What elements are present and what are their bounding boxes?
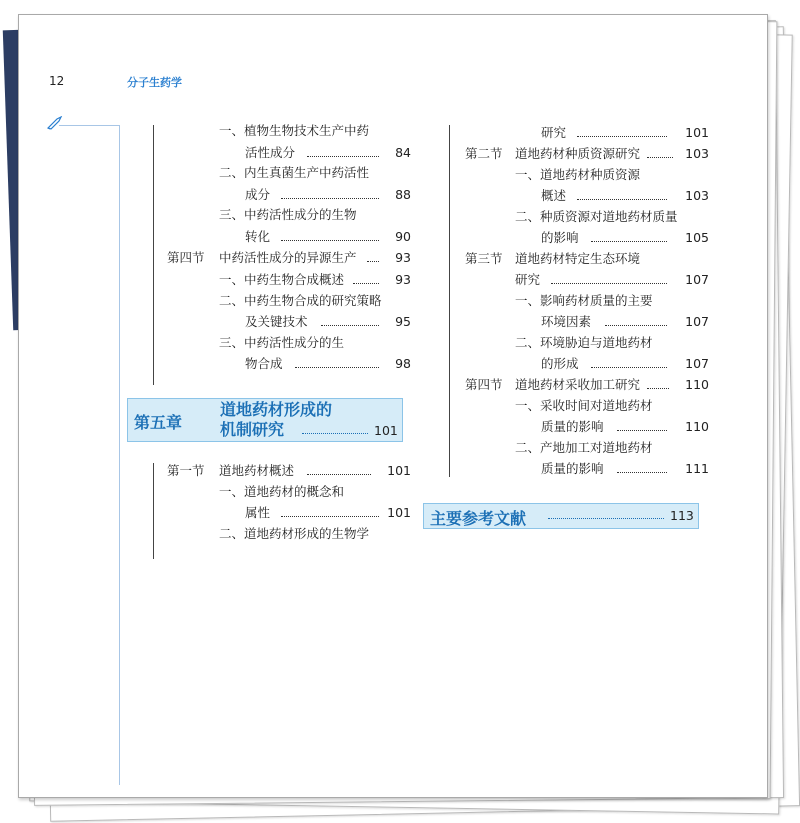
toc-entry-title: 研究 [541, 125, 567, 140]
dot-leader [295, 367, 379, 368]
dot-leader [281, 516, 379, 517]
section-title: 中药活性成分的异源生产 [219, 250, 357, 265]
section-label: 第四节 [465, 377, 503, 392]
toc-page-number: 88 [395, 187, 411, 202]
toc-entry-title: 及关键技术 [245, 314, 308, 329]
toc-page-number: 84 [395, 145, 411, 160]
toc-entry[interactable] [541, 459, 711, 479]
toc-entry-title: 二、产地加工对道地药材 [515, 440, 653, 455]
toc-entry[interactable] [541, 354, 711, 374]
toc-entry[interactable] [245, 503, 413, 523]
dot-leader [367, 261, 379, 262]
toc-section-4-right[interactable] [465, 375, 711, 395]
toc-entry-title: 概述 [541, 188, 567, 203]
section-label: 第四节 [167, 250, 205, 265]
toc-page-number: 101 [374, 423, 398, 438]
toc-page-number: 90 [395, 229, 411, 244]
toc-page-number: 103 [685, 188, 709, 203]
dot-leader [647, 157, 673, 158]
dot-leader [551, 283, 667, 284]
toc-entry[interactable] [245, 227, 413, 247]
dot-leader [647, 388, 669, 389]
toc-page-number: 101 [387, 463, 411, 478]
chapter-label: 第五章 [134, 413, 183, 432]
margin-rule [119, 125, 120, 785]
toc-entry[interactable] [541, 417, 711, 437]
quill-icon [47, 116, 63, 130]
toc-entry-title: 三、中药活性成分的生物 [219, 207, 357, 222]
toc-entry-title: 成分 [245, 187, 271, 202]
toc-entry-title: 一、道地药材种质资源 [515, 167, 641, 182]
toc-entry-title: 一、道地药材的概念和 [219, 484, 345, 499]
toc-section-2[interactable] [465, 144, 711, 164]
column-rule [449, 125, 450, 477]
toc-entry-title: 三、中药活性成分的生 [219, 335, 345, 350]
dot-leader [307, 474, 371, 475]
references-heading[interactable] [423, 503, 699, 529]
toc-page-number: 105 [685, 230, 709, 245]
column-rule [153, 125, 154, 385]
toc-page-number: 103 [685, 146, 709, 161]
toc-entry-title: 一、采收时间对道地药材 [515, 398, 653, 413]
toc-entry-title: 转化 [245, 229, 271, 244]
dot-leader [591, 241, 667, 242]
dot-leader [577, 136, 667, 137]
toc-page [18, 14, 768, 798]
toc-entry[interactable] [245, 312, 413, 332]
toc-section-3-cont[interactable] [515, 270, 711, 290]
toc-page-number: 113 [670, 508, 694, 523]
toc-entry-title: 一、影响药材质量的主要 [515, 293, 653, 308]
toc-page-number: 107 [685, 314, 709, 329]
toc-page-number: 107 [685, 272, 709, 287]
dot-leader [577, 199, 667, 200]
running-title: 分子生药学 [127, 76, 182, 89]
section-title: 道地药材概述 [219, 463, 295, 478]
toc-page-number: 95 [395, 314, 411, 329]
toc-entry[interactable] [219, 270, 413, 290]
column-rule [153, 463, 154, 559]
section-label: 第二节 [465, 146, 503, 161]
toc-entry-title: 二、种质资源对道地药材质量 [515, 209, 678, 224]
section-title: 道地药材特定生态环境 [515, 251, 641, 266]
toc-entry[interactable] [541, 186, 711, 206]
toc-page-number: 107 [685, 356, 709, 371]
chapter-title: 道地药材形成的 [220, 400, 333, 419]
toc-entry[interactable] [541, 312, 711, 332]
toc-entry-title: 二、环境胁迫与道地药材 [515, 335, 653, 350]
dot-leader [321, 325, 379, 326]
toc-entry-title: 二、内生真菌生产中药活性 [219, 165, 370, 180]
toc-page-number: 101 [387, 505, 411, 520]
toc-page-number: 101 [685, 125, 709, 140]
toc-page-number: 110 [685, 377, 709, 392]
page-number: 12 [49, 74, 65, 88]
dot-leader [281, 240, 379, 241]
section-title: 研究 [515, 272, 541, 287]
dot-leader [548, 518, 664, 519]
toc-entry-title: 二、中药生物合成的研究策略 [219, 293, 382, 308]
toc-entry-title: 的影响 [541, 230, 579, 245]
dot-leader [307, 156, 379, 157]
toc-page-number: 111 [685, 461, 709, 476]
toc-section-4[interactable] [167, 248, 413, 268]
toc-entry[interactable] [245, 143, 413, 163]
toc-entry-title: 环境因素 [541, 314, 592, 329]
toc-entry[interactable] [245, 185, 413, 205]
dot-leader [302, 433, 368, 434]
toc-entry-title: 活性成分 [245, 145, 296, 160]
toc-entry-title: 质量的影响 [541, 419, 604, 434]
dot-leader [617, 472, 667, 473]
dot-leader [281, 198, 379, 199]
section-label: 第一节 [167, 463, 205, 478]
toc-entry-title: 物合成 [245, 356, 283, 371]
toc-entry[interactable] [245, 354, 413, 374]
toc-entry-title: 属性 [245, 505, 271, 520]
toc-section-1[interactable] [167, 461, 413, 481]
margin-rule-top [59, 125, 119, 126]
toc-page-number: 98 [395, 356, 411, 371]
toc-entry[interactable] [541, 228, 711, 248]
dot-leader [591, 367, 667, 368]
dot-leader [617, 430, 667, 431]
toc-entry-title: 的形成 [541, 356, 579, 371]
section-label: 第三节 [465, 251, 503, 266]
toc-page-number: 110 [685, 419, 709, 434]
toc-page-number: 93 [395, 272, 411, 287]
toc-page-number: 93 [395, 250, 411, 265]
toc-entry-title: 质量的影响 [541, 461, 604, 476]
references-title: 主要参考文献 [430, 509, 527, 528]
toc-entry-title: 一、植物生物技术生产中药 [219, 123, 370, 138]
toc-entry-title: 一、中药生物合成概述 [219, 272, 345, 287]
dot-leader [353, 283, 379, 284]
chapter-5-heading[interactable] [127, 398, 403, 442]
section-title: 道地药材采收加工研究 [515, 377, 641, 392]
section-title: 道地药材种质资源研究 [515, 146, 641, 161]
dot-leader [605, 325, 667, 326]
toc-entry[interactable] [541, 123, 711, 143]
toc-entry-title: 二、道地药材形成的生物学 [219, 526, 370, 541]
chapter-title: 机制研究 [220, 420, 285, 439]
